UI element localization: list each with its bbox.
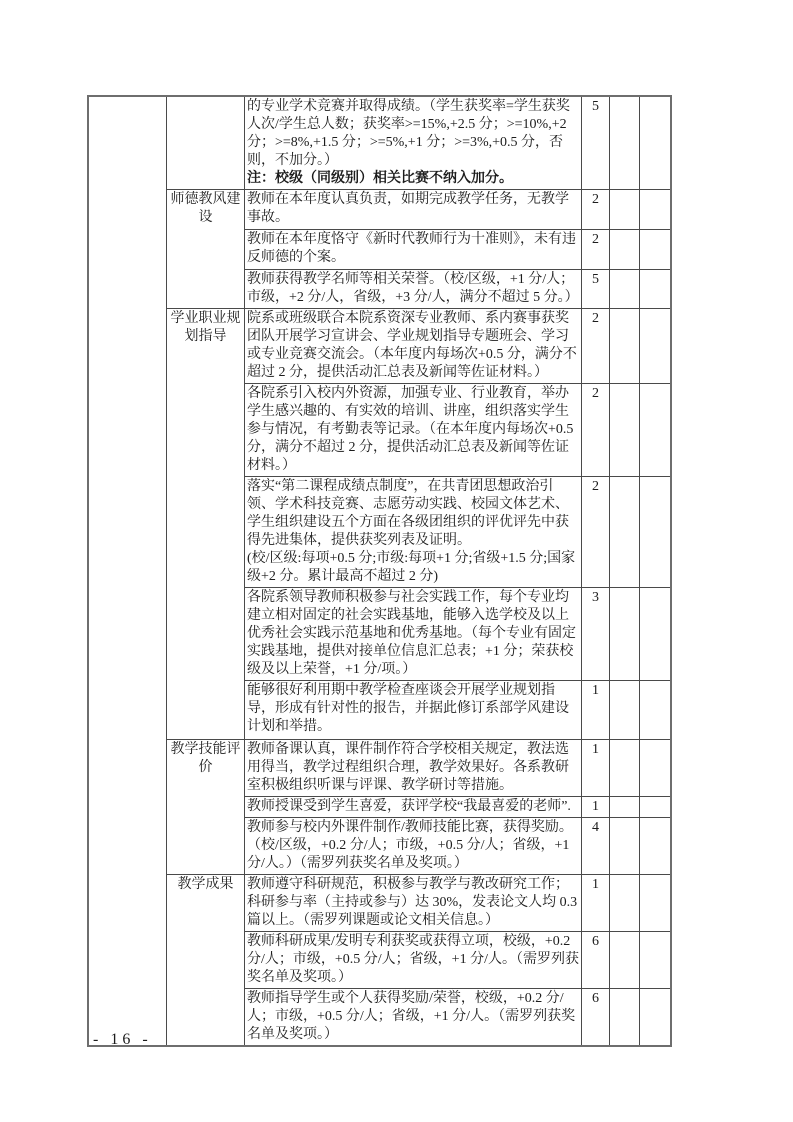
- blank-score-cell-2: [640, 740, 672, 797]
- blank-score-cell-1: [610, 797, 640, 818]
- blank-score-cell-1: [610, 875, 640, 932]
- table-row: [88, 875, 671, 932]
- criterion-text: 院系或班级联合本院系资深专业教师、系内赛事获奖团队开展学习宣讲会、学业规划指导专题班会、学习或专业竞赛交流会。（本年度内每场次+0.5 分，满分不超过 2 分，提供活动汇总表及新闻等佐证材料。）: [247, 311, 577, 380]
- score-cell: 5: [582, 96, 610, 190]
- blank-score-cell-1: [610, 818, 640, 875]
- score-cell: 2: [582, 190, 610, 230]
- criterion-text: 的专业学术竞赛并取得成绩。（学生获奖率=学生获奖人次/学生总人数；获奖率>=15%,+2.5 分；>=10%,+2 分；>=8%,+1.5 分；>=5%,+1 分；>=3%,+0.5 分，否则，不加分。）: [247, 99, 570, 168]
- criterion-criteria: (校/区级:每项+0.5 分;市级:每项+1 分;省级+1.5 分;国家级+2 分。累计最高不超过 2 分): [247, 551, 576, 584]
- blank-score-cell-1: [610, 681, 640, 740]
- category-cell-empty: [167, 96, 245, 190]
- blank-score-cell-1: [610, 932, 640, 989]
- table-row: [88, 309, 671, 384]
- blank-score-cell-2: [640, 384, 672, 477]
- score-cell: 1: [582, 875, 610, 932]
- blank-score-cell-2: [640, 96, 672, 190]
- criterion-text: 能够很好利用期中教学检查座谈会开展学业规划指导，形成有针对性的报告，并据此修订系部学风建设计划和举措。: [247, 683, 569, 734]
- blank-score-cell-2: [640, 309, 672, 384]
- criterion-text: 教师遵守科研规范，积极参与教学与教改研究工作；科研参与率（主持或参与）达 30%，发表论文人均 0.3 篇以上。（需罗列课题或论文相关信息。）: [247, 877, 578, 928]
- blank-score-cell-1: [610, 230, 640, 270]
- criterion-text: 各院系引入校内外资源，加强专业、行业教育，举办学生感兴趣的、有实效的培训、讲座，组织落实学生参与情况，有考勤表等记录。（在本年度内每场次+0.5 分，满分不超过 2 分，提供活动汇总表及新闻等佐证材料。）: [247, 386, 574, 473]
- blank-score-cell-2: [640, 588, 672, 681]
- criterion-text: 各院系领导教师积极参与社会实践工作，每个专业均建立相对固定的社会实践基地，能够入选学校及以上优秀社会实践示范基地和优秀基地。（每个专业有固定实践基地，提供对接单位信息汇总表；+1 分；荣获校级及以上荣誉，+1 分/项。）: [247, 590, 576, 677]
- score-cell: 5: [582, 270, 610, 309]
- page-number: - 16 -: [93, 1031, 152, 1048]
- criterion-cell: [245, 190, 582, 230]
- blank-score-cell-1: [610, 989, 640, 1047]
- score-cell: 1: [582, 681, 610, 740]
- criterion-text: 教师指导学生或个人获得奖励/荣誉，校级，+0.2 分/人；市级，+0.5 分/人；省级，+1 分/人。（需罗列获奖名单及奖项。）: [247, 991, 576, 1042]
- score-cell: 6: [582, 932, 610, 989]
- blank-score-cell-2: [640, 797, 672, 818]
- criterion-cell: [245, 588, 582, 681]
- criterion-cell: [245, 309, 582, 384]
- score-cell: 2: [582, 309, 610, 384]
- left-margin-cell: [88, 96, 167, 1046]
- criterion-text: 教师在本年度认真负责，如期完成教学任务，无教学事故。: [247, 192, 569, 225]
- criterion-cell: [245, 477, 582, 588]
- blank-score-cell-1: [610, 384, 640, 477]
- criterion-cell: [245, 818, 582, 875]
- blank-score-cell-1: [610, 740, 640, 797]
- score-cell: 2: [582, 477, 610, 588]
- criterion-cell: [245, 740, 582, 797]
- criterion-text: 教师获得教学名师等相关荣誉。（校/区级，+1 分/人；市级，+2 分/人，省级，+3 分/人，满分不超过 5 分。）: [247, 272, 579, 305]
- category-cell: 教学成果: [167, 875, 245, 1047]
- table-row: [88, 96, 671, 190]
- score-cell: 3: [582, 588, 610, 681]
- criterion-cell: [245, 96, 582, 190]
- blank-score-cell-2: [640, 989, 672, 1047]
- criterion-text: 教师备课认真，课件制作符合学校相关规定，教法选用得当，教学过程组织合理，教学效果好。各系教研室积极组织听课与评课、教学研讨等措施。: [247, 742, 569, 793]
- blank-score-cell-2: [640, 477, 672, 588]
- table-row: [88, 740, 671, 797]
- blank-score-cell-2: [640, 932, 672, 989]
- score-cell: 6: [582, 989, 610, 1047]
- criterion-cell: [245, 875, 582, 932]
- category-cell: 学业职业规划指导: [167, 309, 245, 740]
- blank-score-cell-2: [640, 875, 672, 932]
- score-cell: 4: [582, 818, 610, 875]
- criterion-text: 教师在本年度恪守《新时代教师行为十准则》，未有违反师德的个案。: [247, 232, 576, 265]
- criterion-cell: [245, 230, 582, 270]
- score-cell: 1: [582, 740, 610, 797]
- blank-score-cell-1: [610, 190, 640, 230]
- blank-score-cell-1: [610, 270, 640, 309]
- blank-score-cell-1: [610, 96, 640, 190]
- category-cell: 师德教风建设: [167, 190, 245, 309]
- criterion-cell: [245, 681, 582, 740]
- blank-score-cell-2: [640, 818, 672, 875]
- score-cell: 2: [582, 230, 610, 270]
- table-row: [88, 190, 671, 230]
- criterion-text: 教师科研成果/发明专利获奖或获得立项，校级，+0.2 分/人；市级，+0.5 分/人；省级，+1 分/人。（需罗列获奖名单及奖项。）: [247, 934, 579, 985]
- blank-score-cell-1: [610, 477, 640, 588]
- blank-score-cell-2: [640, 270, 672, 309]
- criterion-cell: [245, 384, 582, 477]
- criterion-cell: [245, 797, 582, 818]
- criterion-cell: [245, 932, 582, 989]
- blank-score-cell-1: [610, 309, 640, 384]
- blank-score-cell-1: [610, 588, 640, 681]
- category-cell: 教学技能评价: [167, 740, 245, 875]
- criterion-note: 注：校级（同级别）相关比赛不纳入加分。: [247, 171, 513, 186]
- score-cell: 1: [582, 797, 610, 818]
- blank-score-cell-2: [640, 681, 672, 740]
- criterion-cell: [245, 989, 582, 1047]
- criterion-cell: [245, 270, 582, 309]
- criterion-text: 教师授课受到学生喜爱，获评学校“我最喜爱的老师”.: [247, 799, 571, 814]
- evaluation-table: [87, 95, 672, 1047]
- blank-score-cell-2: [640, 190, 672, 230]
- blank-score-cell-2: [640, 230, 672, 270]
- score-cell: 2: [582, 384, 610, 477]
- criterion-text: 落实“第二课程成绩点制度”，在共青团思想政治引领、学术科技竞赛、志愿劳动实践、校园文体艺术、学生组织建设五个方面在各级团组织的评优评先中获得先进集体，提供获奖列表及证明。: [247, 479, 569, 548]
- criterion-text: 教师参与校内外课件制作/教师技能比赛，获得奖励。（校/区级，+0.2 分/人；市级，+0.5 分/人；省级，+1 分/人。）（需罗列获奖名单及奖项。）: [247, 820, 573, 871]
